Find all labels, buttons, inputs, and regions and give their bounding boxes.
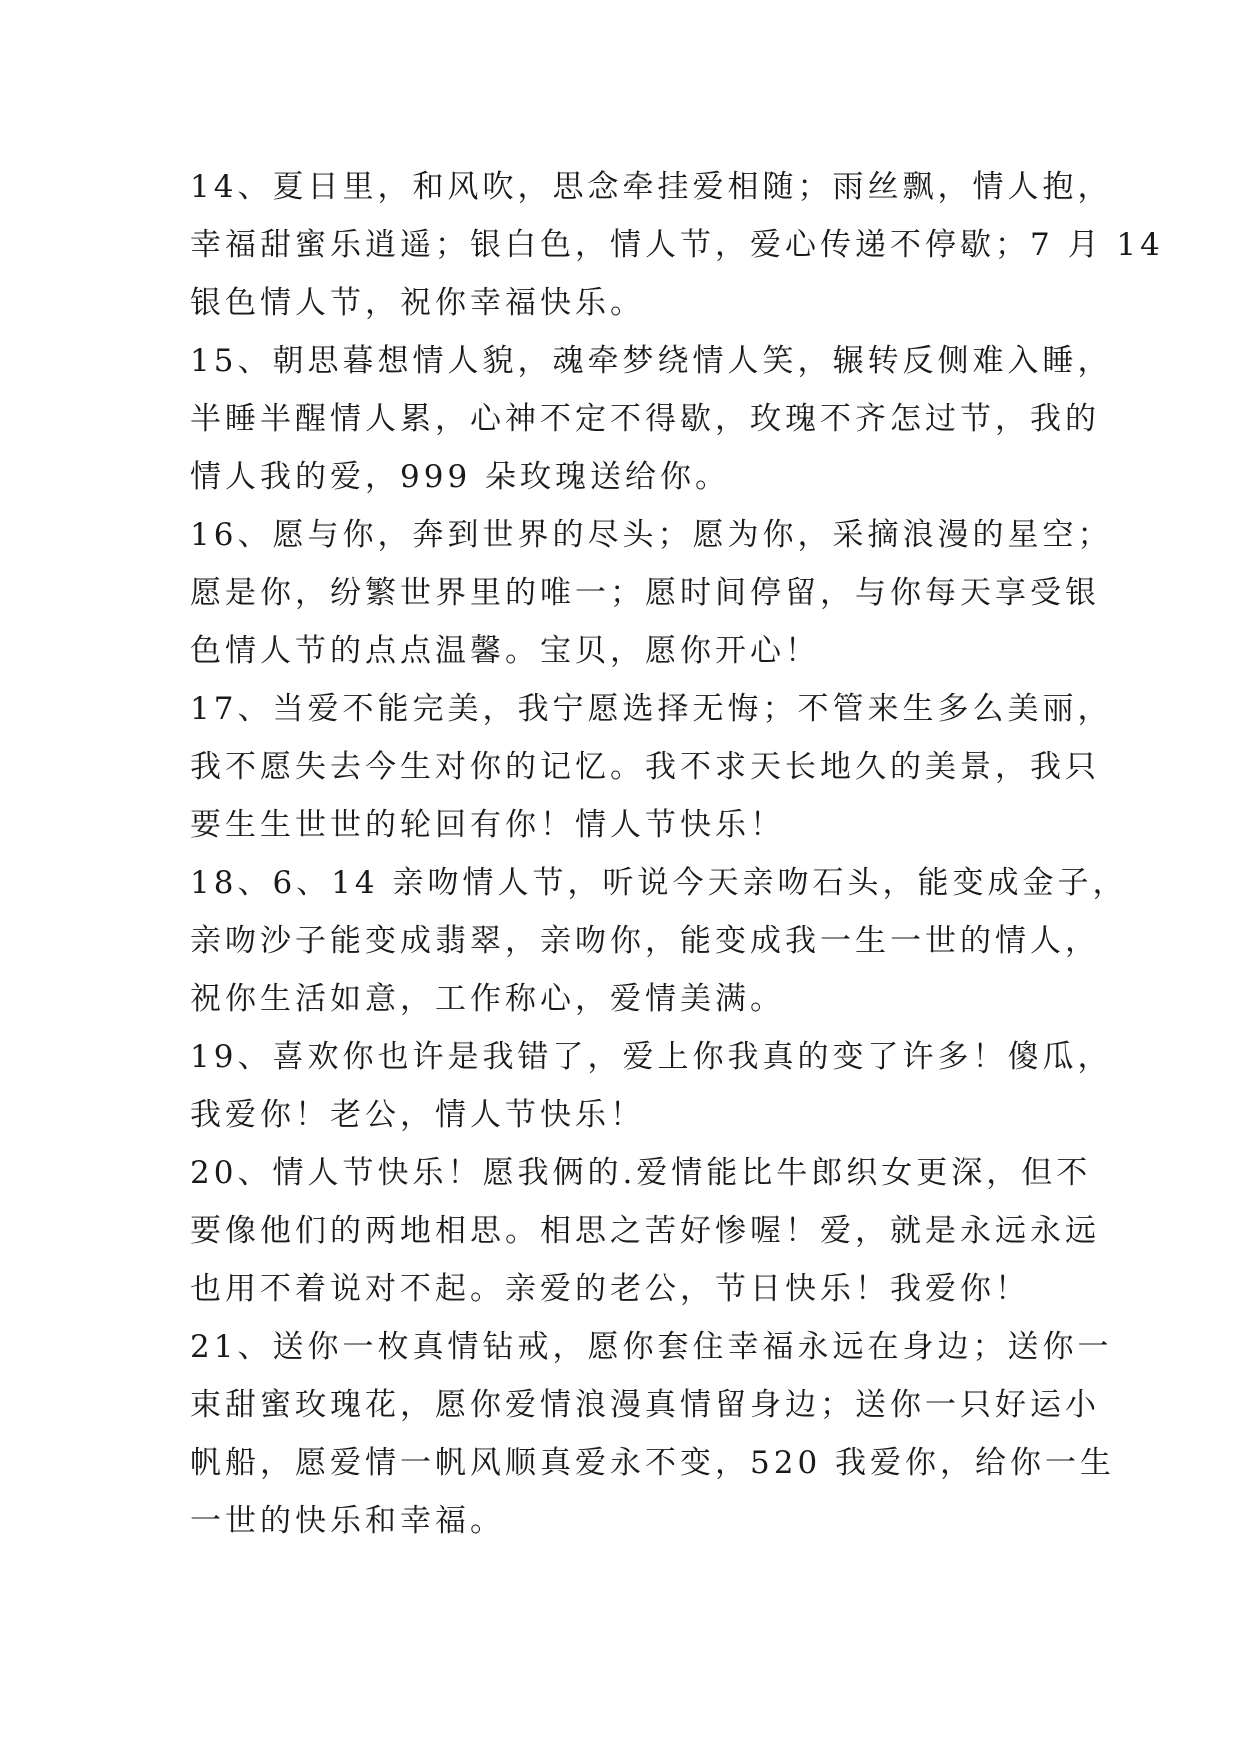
- paragraph-17: [190, 680, 1113, 854]
- text-line: 色情人节的点点温馨。宝贝，愿你开心！: [190, 633, 820, 669]
- text-line: 一世的快乐和幸福。: [190, 1503, 505, 1539]
- text-line: 我不愿失去今生对你的记忆。我不求天长地久的美景，我只: [190, 749, 1100, 785]
- text-line: 21、送你一枚真情钻戒，愿你套住幸福永远在身边；送你一: [190, 1329, 1113, 1365]
- text-line: 14、夏日里，和风吹，思念牵挂爱相随；雨丝飘，情人抱，: [190, 169, 1113, 205]
- text-line: 愿是你，纷繁世界里的唯一；愿时间停留，与你每天享受银: [190, 575, 1100, 611]
- text-line: 情人我的爱，999 朵玫瑰送给你。: [190, 459, 731, 495]
- paragraph-20: [190, 1144, 1100, 1318]
- text-line: 帆船，愿爱情一帆风顺真爱永不变，520 我爱你，给你一生: [190, 1445, 1116, 1481]
- text-line: 幸福甜蜜乐逍遥；银白色，情人节，爱心传递不停歇；7 月 14: [190, 227, 1164, 263]
- text-line: 19、喜欢你也许是我错了，爱上你我真的变了许多！傻瓜，: [190, 1039, 1113, 1075]
- text-line: 我爱你！老公，情人节快乐！: [190, 1097, 645, 1133]
- text-line: 17、当爱不能完美，我宁愿选择无悔；不管来生多么美丽，: [190, 691, 1113, 727]
- text-line: 要生生世世的轮回有你！情人节快乐！: [190, 807, 785, 843]
- paragraph-19: [190, 1028, 1113, 1144]
- text-line: 祝你生活如意，工作称心，爱情美满。: [190, 981, 785, 1017]
- text-line: 20、情人节快乐！愿我俩的.爱情能比牛郎织女更深，但不: [190, 1155, 1092, 1191]
- text-line: 也用不着说对不起。亲爱的老公，节日快乐！我爱你！: [190, 1271, 1030, 1307]
- paragraph-14: [190, 158, 1164, 332]
- text-line: 15、朝思暮想情人貌，魂牵梦绕情人笑，辗转反侧难入睡，: [190, 343, 1113, 379]
- text-line: 半睡半醒情人累，心神不定不得歇，玫瑰不齐怎过节，我的: [190, 401, 1100, 437]
- paragraph-15: [190, 332, 1113, 506]
- document-body: [190, 158, 1164, 1550]
- text-line: 银色情人节，祝你幸福快乐。: [190, 285, 645, 321]
- text-line: 16、愿与你，奔到世界的尽头；愿为你，采摘浪漫的星空；: [190, 517, 1113, 553]
- paragraph-21: [190, 1318, 1116, 1550]
- text-line: 亲吻沙子能变成翡翠，亲吻你，能变成我一生一世的情人，: [190, 923, 1100, 959]
- text-line: 要像他们的两地相思。相思之苦好惨喔！爱，就是永远永远: [190, 1213, 1100, 1249]
- paragraph-18: [190, 854, 1128, 1028]
- paragraph-16: [190, 506, 1113, 680]
- text-line: 18、6、14 亲吻情人节，听说今天亲吻石头，能变成金子，: [190, 865, 1128, 901]
- text-line: 束甜蜜玫瑰花，愿你爱情浪漫真情留身边；送你一只好运小: [190, 1387, 1100, 1423]
